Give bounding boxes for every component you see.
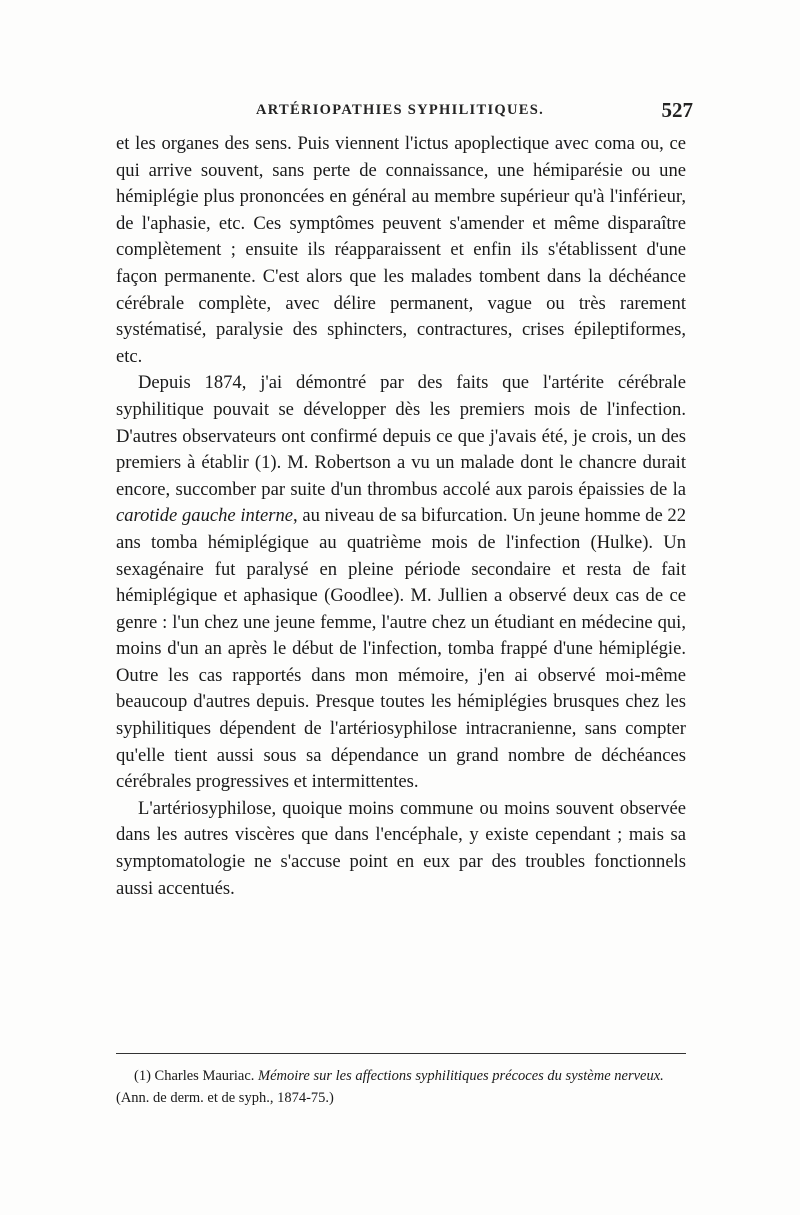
running-title: ARTÉRIOPATHIES SYPHILITIQUES. [255, 102, 545, 118]
footnote-marker: (1) Charles Mauriac. [134, 1068, 259, 1084]
paragraph-2 [116, 370, 686, 796]
footnote-title: Mémoire sur les affections syphilitiques précoces du système nerveux. [258, 1068, 664, 1084]
running-head [115, 98, 693, 124]
paragraph-2-emphasis: carotide gauche interne [116, 505, 294, 527]
footnote [116, 1065, 686, 1109]
paragraph-3: L'artériosyphilose, quoique moins commune ou moins souvent observée dans les autres viscères que dans l'encéphale, y existe cependant ; mais sa symptomatologie ne s'accuse point en eux par des troubles fonctionnels aussi accentués. [116, 797, 686, 899]
paragraph-2-part-a: Depuis 1874, j'ai démontré par des faits que l'artérite cérébrale syphilitique pouvait se développer dès les premiers mois de l'infection. D'autres observateurs ont confirmé depuis ce que j'avais été, je crois, un des premiers à établir (1). M. Robertson a vu un malade dont le chancre durait encore, succomber par suite d'un thrombus accolé aux parois épaissies de la [116, 372, 686, 500]
page-number: 527 [661, 98, 693, 122]
footnote-rest: (Ann. de derm. et de syph., 1874-75.) [116, 1090, 334, 1106]
footnote-rule [116, 1053, 686, 1054]
body-text [116, 131, 686, 902]
paragraph-2-part-b: , au niveau de sa bifurcation. Un jeune homme de 22 ans tomba hémiplégique au quatrième mois de l'infection (Hulke). Un sexagénaire fut paralysé en pleine période secondaire et resta de fait hémiplégique et aphasique (Goodlee). M. Jullien a observé deux cas de ce genre : l'un chez une jeune femme, l'autre chez un étudiant en médecine qui, moins d'un an après le début de l'infection, tomba frappé d'une hémiplégie. Outre les cas rapportés dans mon mémoire, j'en ai observé moi-même beaucoup d'autres depuis. Presque toutes les hémiplégies brusques chez les syphilitiques dépendent de l'artériosyphilose intracranienne, sans compter qu'elle tient aussi sous sa dépendance un grand nombre de déchéances cérébrales progressives et intermittentes. [116, 505, 686, 793]
paragraph-1: et les organes des sens. Puis viennent l'ictus apoplectique avec coma ou, ce qui arrive souvent, sans perte de connaissance, une hémiparésie ou une hémiplégie plus prononcées en général au membre supérieur qu'à l'inférieur, de l'aphasie, etc. Ces symptômes peuvent s'amender et même disparaître complètement ; ensuite ils réapparaissent et enfin ils s'établissent d'une façon permanente. C'est alors que les malades tombent dans la déchéance cérébrale complète, avec délire permanent, vague ou très rarement systématisé, paralysie des sphincters, contractures, crises épileptiformes, etc. [116, 133, 686, 367]
